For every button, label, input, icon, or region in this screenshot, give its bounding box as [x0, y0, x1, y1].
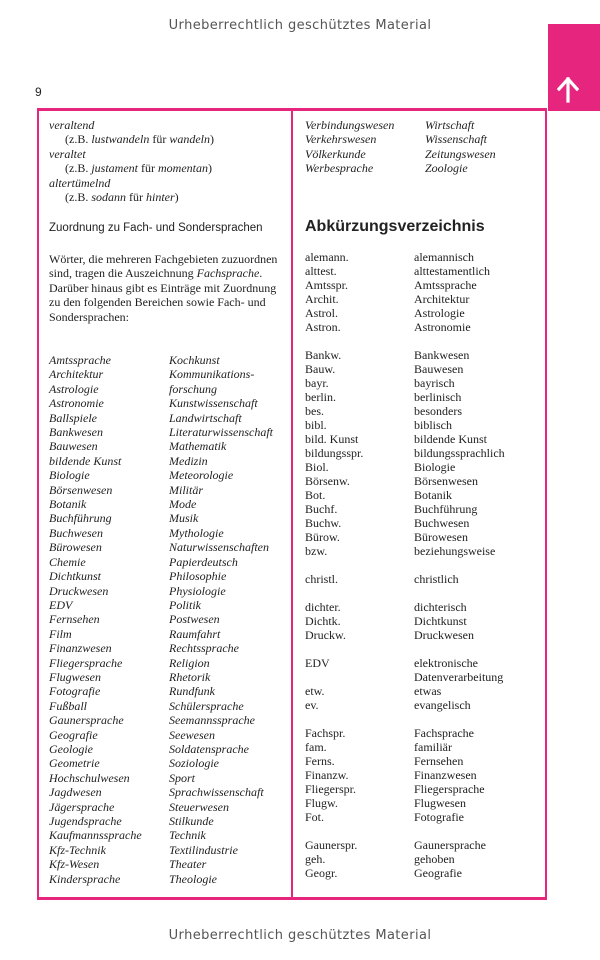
style-example: (z.B. sodann für hinter): [65, 190, 179, 204]
abbreviation-key: bildungsspr.: [305, 446, 364, 460]
field-item: Fernsehen: [49, 612, 100, 627]
style-example: (z.B. lustwandeln für wandeln): [65, 132, 215, 147]
abbreviation-key: Bürow.: [305, 530, 340, 544]
abbreviation-expansion: Finanzwesen: [414, 768, 477, 782]
field-item: Fußball: [49, 698, 87, 713]
field-item: Jugendsprache: [49, 814, 122, 828]
abbreviation-expansion: christlich: [414, 572, 459, 586]
field-item: Musik: [169, 511, 199, 526]
section-heading: Zuordnung zu Fach- und Sondersprachen: [49, 222, 263, 234]
field-item: Astrologie: [49, 381, 99, 396]
abbreviation-expansion: Bauwesen: [414, 362, 464, 376]
field-item: Rundfunk: [169, 684, 215, 699]
field-item: Völkerkunde: [305, 146, 366, 161]
field-item: Werbesprache: [305, 161, 374, 176]
abbreviation-expansion: bildende Kunst: [414, 432, 487, 446]
abbreviation-expansion: berlinisch: [414, 390, 462, 404]
abbreviation-expansion: Buchwesen: [414, 516, 470, 530]
abbreviation-key: geh.: [305, 852, 326, 866]
abbreviation-expansion: Amtssprache: [414, 278, 477, 292]
field-item: Wirtschaft: [425, 118, 475, 132]
field-item: Finanzwesen: [49, 641, 112, 656]
abbreviation-expansion: Astrologie: [414, 306, 465, 320]
fields-list-col1: [49, 353, 142, 886]
field-item: Börsenwesen: [49, 482, 113, 497]
fields-list-col2: [169, 353, 273, 886]
abbreviation-key: Druckw.: [305, 628, 346, 642]
field-item: Flugwesen: [49, 669, 101, 684]
field-item: Seemannssprache: [169, 713, 255, 728]
abbreviation-key: Astron.: [305, 320, 341, 334]
abbreviation-key: alttest.: [305, 264, 337, 278]
field-item: Geografie: [49, 727, 98, 742]
field-item: Gaunersprache: [49, 713, 124, 728]
style-label: altertümelnd: [49, 175, 111, 190]
field-item: forschung: [169, 381, 217, 396]
abbreviation-expansion: elektronische: [414, 656, 478, 670]
abbreviation-expansion: Fernsehen: [414, 754, 464, 768]
field-item: Kfz-Wesen: [49, 857, 100, 872]
abbreviation-expansion: alttestamentlich: [414, 264, 490, 278]
abbreviation-expansion: biblisch: [414, 418, 452, 432]
abbreviation-expansion: Bürowesen: [414, 530, 468, 544]
abbreviation-key: Börsenw.: [305, 474, 350, 488]
field-item: Theater: [169, 857, 207, 872]
abbreviation-key: Bankw.: [305, 348, 342, 362]
abbreviation-key: Fachspr.: [305, 726, 346, 740]
abbreviation-key: Gaunerspr.: [305, 838, 358, 852]
field-item: Technik: [169, 828, 206, 843]
intro-paragraph: Wörter, die mehreren Fachgebieten zuzuordnen sind, tragen die Auszeichnung Fachsprache. Darüber hinaus gibt es Einträge mit Zuordnung zu den folgenden Bereichen sowie Fach- und Sondersprachen:: [49, 252, 278, 324]
abbreviation-expansion: besonders: [414, 404, 462, 418]
abbreviation-key: Buchw.: [305, 516, 342, 530]
abbreviation-key: ev.: [305, 698, 319, 712]
field-item: Kfz-Technik: [49, 842, 106, 857]
abbreviation-key: Amtsspr.: [305, 278, 349, 292]
field-item: Rhetorik: [169, 669, 211, 684]
abbreviation-key: christl.: [305, 572, 338, 586]
field-item: Botanik: [49, 497, 87, 512]
field-item: Rechtssprache: [169, 641, 239, 656]
field-item: Kochkunst: [169, 353, 220, 367]
field-item: Meteorologie: [169, 468, 234, 483]
abbreviation-expansion: evangelisch: [414, 698, 471, 712]
abbreviation-expansion: bayrisch: [414, 376, 455, 390]
abbreviation-key: bayr.: [305, 376, 329, 390]
field-item: Amtssprache: [49, 353, 111, 367]
abbreviation-expansion: Botanik: [414, 488, 452, 502]
style-label: veraltend: [49, 118, 95, 132]
abbreviation-key: Biol.: [305, 460, 329, 474]
abbreviation-expansion: etwas: [414, 684, 442, 698]
field-item: Landwirtschaft: [169, 410, 242, 425]
field-item: Raumfahrt: [169, 626, 221, 641]
abbreviation-expansion: Dichtkunst: [414, 614, 467, 628]
field-item: Seewesen: [169, 727, 215, 742]
fields-list-col3: [305, 118, 394, 176]
abbreviation-key: Archit.: [305, 292, 339, 306]
abbreviation-expansion: beziehungsweise: [414, 544, 496, 558]
abbreviation-key: Fot.: [305, 810, 325, 824]
field-item: Dichtkunst: [49, 569, 101, 584]
page-number: 9: [35, 85, 42, 99]
field-item: Naturwissenschaften: [169, 540, 270, 555]
field-item: Biologie: [49, 468, 90, 483]
field-item: Astronomie: [49, 396, 104, 411]
abbreviation-key: Geogr.: [305, 866, 338, 880]
abbreviation-expansion: gehoben: [414, 852, 455, 866]
abbreviation-expansion: Geografie: [414, 866, 462, 880]
field-item: Soldatensprache: [169, 741, 249, 756]
abbreviation-expansion: Buchführung: [414, 502, 478, 516]
abbreviation-expansion: Architektur: [414, 292, 470, 306]
field-item: Bauwesen: [49, 439, 98, 454]
field-item: Kaufmannssprache: [49, 828, 142, 843]
field-item: Jagdwesen: [49, 785, 102, 800]
abbreviation-expansion: Börsenwesen: [414, 474, 478, 488]
field-item: EDV: [49, 597, 73, 612]
field-item: Zeitungswesen: [425, 146, 496, 161]
field-item: Wissenschaft: [425, 132, 487, 147]
abbreviation-key: bibl.: [305, 418, 327, 432]
arrow-up-icon: [557, 77, 579, 103]
abbreviation-expansion: Bankwesen: [414, 348, 470, 362]
field-item: Film: [49, 626, 72, 641]
field-item: Steuerwesen: [169, 799, 229, 814]
abbreviation-expansion: alemannisch: [414, 250, 474, 264]
field-item: Mode: [169, 497, 197, 512]
field-item: Druckwesen: [49, 583, 109, 598]
abbreviation-key: etw.: [305, 684, 325, 698]
field-item: Kindersprache: [49, 871, 121, 886]
field-item: Mythologie: [169, 525, 224, 540]
field-item: Verbindungswesen: [305, 118, 395, 132]
field-item: Schülersprache: [169, 698, 244, 713]
style-example: (z.B. justament für momentan): [65, 161, 212, 176]
field-item: Medizin: [169, 453, 208, 468]
abbreviation-key: bzw.: [305, 544, 328, 558]
abbreviation-expansion: dichterisch: [414, 600, 467, 614]
field-item: Architektur: [49, 367, 104, 382]
abbreviation-key: fam.: [305, 740, 327, 754]
field-item: Theologie: [169, 871, 217, 886]
abbreviation-expansion: Flugwesen: [414, 796, 466, 810]
back-to-top-tab[interactable]: [548, 24, 600, 111]
field-item: Fotografie: [49, 684, 101, 699]
field-item: Kunstwissenschaft: [169, 396, 258, 411]
abbreviation-key: Finanzw.: [305, 768, 349, 782]
field-item: Fliegersprache: [49, 655, 123, 670]
abbreviation-key: Astrol.: [305, 306, 338, 320]
field-item: Postwesen: [169, 612, 220, 627]
abbreviation-key: Buchf.: [305, 502, 338, 516]
field-item: Buchführung: [49, 511, 112, 526]
abbreviation-expansion: Astronomie: [414, 320, 471, 334]
watermark-bottom: Urheberrechtlich geschütztes Material: [168, 928, 432, 943]
field-item: Geometrie: [49, 756, 100, 771]
column-divider: [291, 111, 293, 898]
abbreviation-key: Ferns.: [305, 754, 335, 768]
abbreviation-key: dichter.: [305, 600, 341, 614]
field-item: Buchwesen: [49, 525, 103, 540]
field-item: Geologie: [49, 741, 93, 756]
field-item: Papierdeutsch: [169, 554, 238, 569]
field-item: Stilkunde: [169, 814, 214, 828]
watermark-top: Urheberrechtlich geschütztes Material: [168, 18, 432, 33]
abbreviation-expansion: Fotografie: [414, 810, 464, 824]
abbreviation-expansion: Druckwesen: [414, 628, 474, 642]
field-item: Religion: [169, 655, 210, 670]
field-item: Bürowesen: [49, 540, 102, 555]
abbreviation-key: Bot.: [305, 488, 326, 502]
abbreviation-key: Bauw.: [305, 362, 336, 376]
abbrev-heading: Abkürzungsverzeichnis: [305, 218, 485, 235]
term-fachsprache: Fachsprache: [196, 266, 260, 281]
field-item: Literaturwissenschaft: [169, 425, 274, 440]
abbreviation-key: bild. Kunst: [305, 432, 359, 446]
abbreviation-key: Dichtk.: [305, 614, 341, 628]
field-item: Verkehrswesen: [305, 132, 377, 147]
field-item: Chemie: [49, 554, 86, 569]
field-item: Militär: [169, 482, 204, 497]
field-item: bildende Kunst: [49, 453, 122, 468]
abbreviation-expansion: Gaunersprache: [414, 838, 486, 852]
field-item: Soziologie: [169, 756, 219, 771]
abbreviation-key: EDV: [305, 656, 330, 670]
field-item: Philosophie: [169, 569, 227, 584]
field-item: Physiologie: [169, 583, 226, 598]
abbreviation-key: Fliegerspr.: [305, 782, 356, 796]
field-item: Ballspiele: [49, 410, 97, 425]
field-item: Politik: [169, 597, 201, 612]
field-item: Bankwesen: [49, 425, 103, 440]
fields-list-col4: [425, 118, 496, 176]
field-item: Sport: [169, 770, 196, 785]
abbreviation-key: bes.: [305, 404, 324, 418]
field-item: Hochschulwesen: [49, 770, 130, 785]
abbreviation-expansion: Datenverarbeitung: [414, 670, 504, 684]
abbreviation-expansion: Fliegersprache: [414, 782, 485, 796]
style-label: veraltet: [49, 146, 86, 161]
abbreviation-expansion: bildungssprachlich: [414, 446, 505, 460]
abbreviation-key: alemann.: [305, 250, 349, 264]
abbreviation-expansion: Biologie: [414, 460, 456, 474]
field-item: Zoologie: [425, 161, 468, 176]
field-item: Kommunikations-: [169, 367, 255, 382]
abbreviation-key: berlin.: [305, 390, 336, 404]
abbreviation-expansion: Fachsprache: [414, 726, 474, 740]
field-item: Sprachwissenschaft: [169, 785, 264, 800]
field-item: Mathematik: [169, 439, 227, 454]
field-item: Jägersprache: [49, 799, 115, 814]
abbreviation-key: Flugw.: [305, 796, 338, 810]
abbreviation-expansion: familiär: [414, 740, 452, 754]
field-item: Textilindustrie: [169, 842, 238, 857]
